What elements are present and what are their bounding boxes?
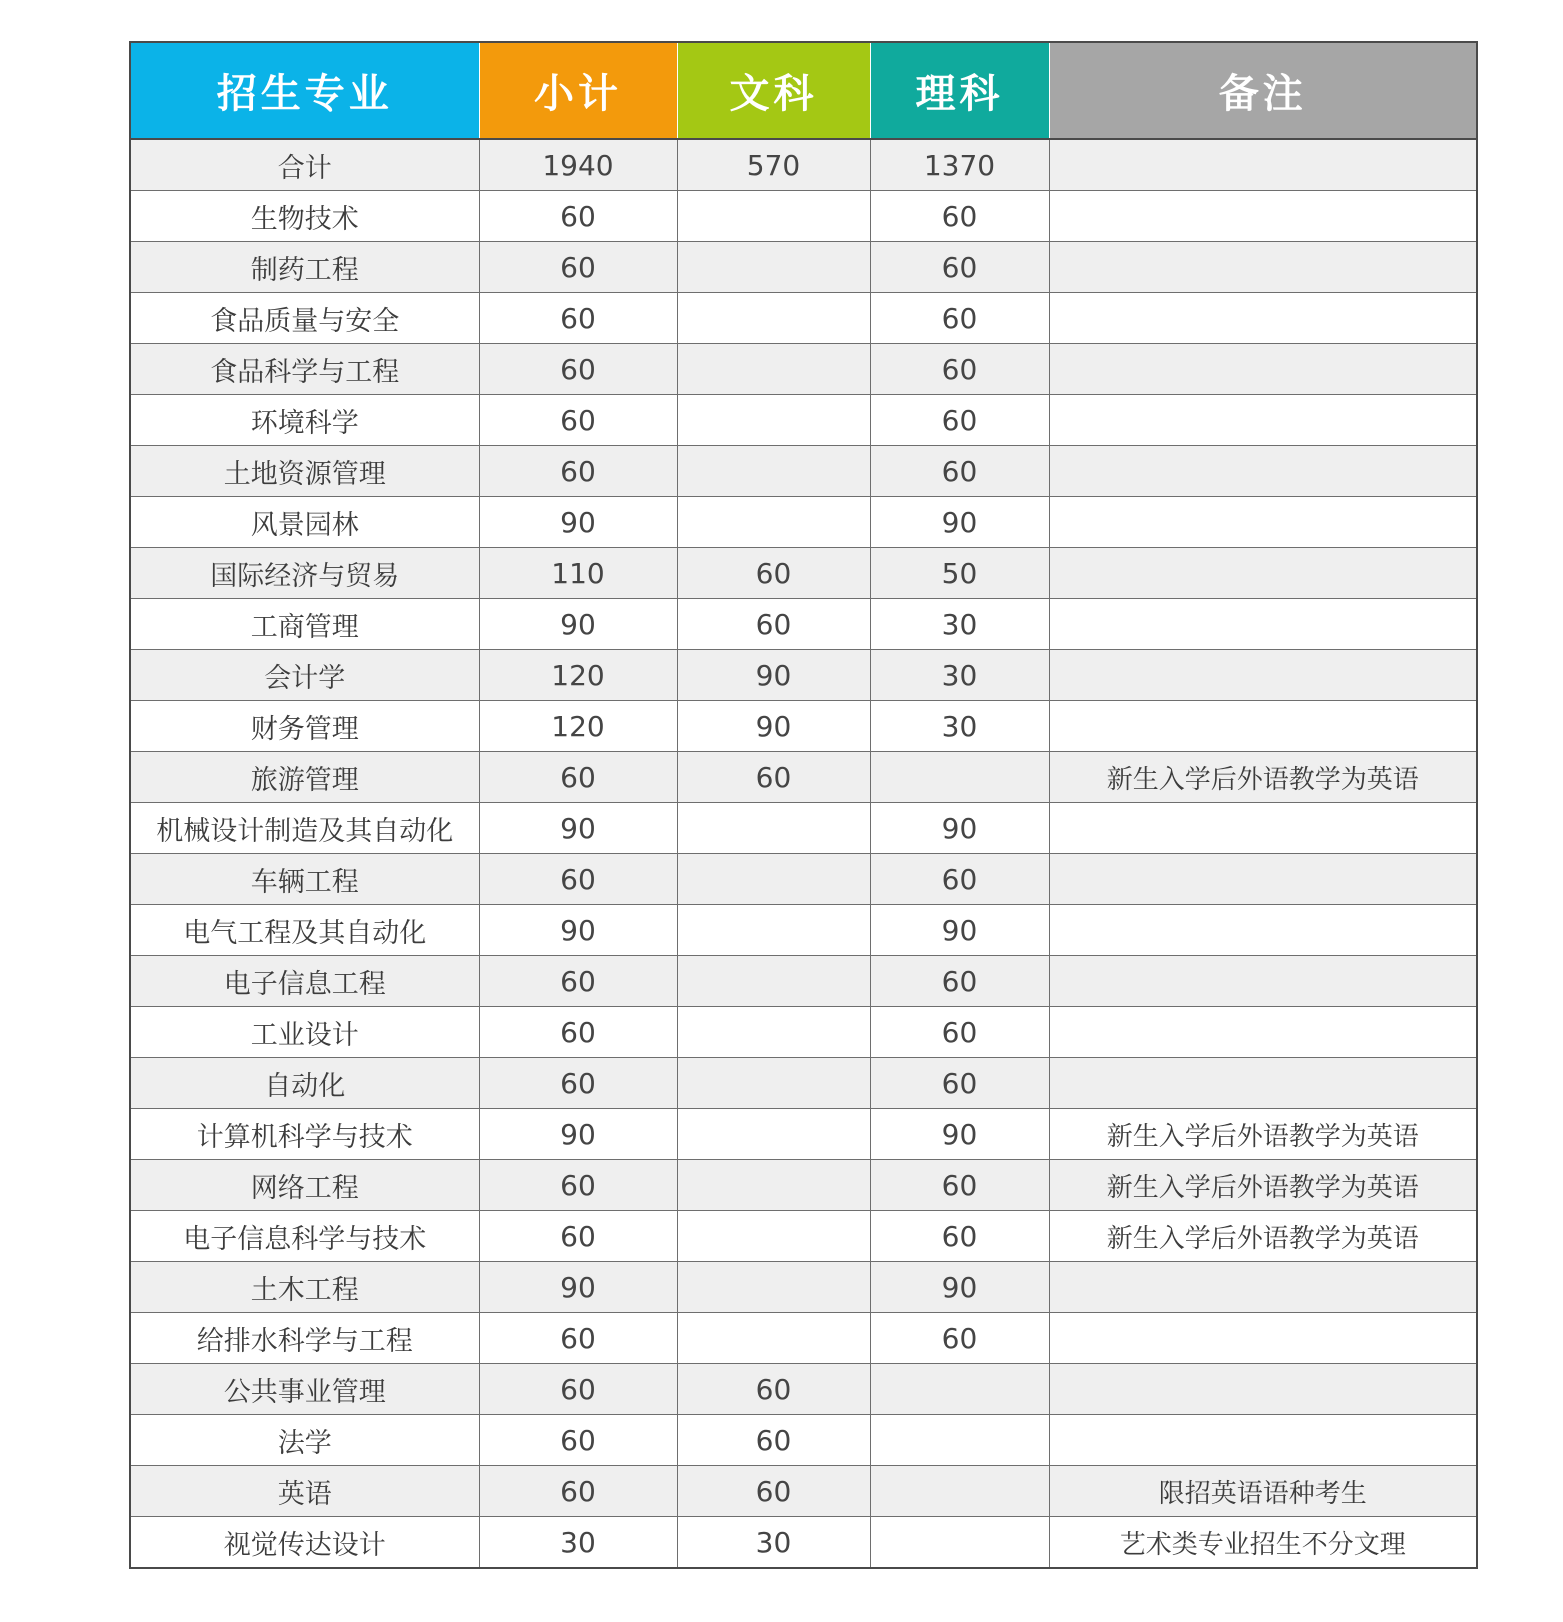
cell-subtotal: 60 — [479, 293, 677, 344]
cell-arts — [677, 854, 870, 905]
table-row — [130, 395, 1477, 446]
cell-science: 90 — [870, 905, 1049, 956]
cell-arts — [677, 905, 870, 956]
cell-arts — [677, 1262, 870, 1313]
cell-major: 计算机科学与技术 — [130, 1109, 479, 1160]
cell-major: 车辆工程 — [130, 854, 479, 905]
cell-arts — [677, 293, 870, 344]
cell-subtotal: 60 — [479, 752, 677, 803]
cell-major: 视觉传达设计 — [130, 1517, 479, 1569]
cell-major: 电气工程及其自动化 — [130, 905, 479, 956]
cell-major: 土地资源管理 — [130, 446, 479, 497]
cell-major: 工商管理 — [130, 599, 479, 650]
cell-notes — [1049, 344, 1477, 395]
table-row — [130, 803, 1477, 854]
cell-notes — [1049, 1058, 1477, 1109]
cell-arts — [677, 242, 870, 293]
cell-notes — [1049, 1262, 1477, 1313]
cell-major: 食品质量与安全 — [130, 293, 479, 344]
table-row — [130, 497, 1477, 548]
cell-subtotal: 60 — [479, 446, 677, 497]
cell-major: 网络工程 — [130, 1160, 479, 1211]
table-row — [130, 1364, 1477, 1415]
cell-subtotal: 90 — [479, 905, 677, 956]
cell-arts — [677, 1211, 870, 1262]
cell-major: 制药工程 — [130, 242, 479, 293]
cell-major: 食品科学与工程 — [130, 344, 479, 395]
cell-notes — [1049, 905, 1477, 956]
cell-science: 60 — [870, 191, 1049, 242]
table-row — [130, 1415, 1477, 1466]
cell-science: 60 — [870, 956, 1049, 1007]
cell-notes — [1049, 1415, 1477, 1466]
table-header-row — [130, 42, 1477, 139]
table-row — [130, 1517, 1477, 1569]
cell-science: 60 — [870, 854, 1049, 905]
cell-subtotal: 90 — [479, 599, 677, 650]
cell-major: 自动化 — [130, 1058, 479, 1109]
table-row — [130, 1313, 1477, 1364]
cell-science — [870, 1364, 1049, 1415]
cell-science: 60 — [870, 395, 1049, 446]
cell-science: 90 — [870, 1262, 1049, 1313]
cell-science: 60 — [870, 344, 1049, 395]
cell-subtotal: 1940 — [479, 139, 677, 191]
table-row — [130, 650, 1477, 701]
cell-notes — [1049, 293, 1477, 344]
cell-notes — [1049, 548, 1477, 599]
cell-science: 60 — [870, 242, 1049, 293]
cell-arts: 60 — [677, 1466, 870, 1517]
cell-notes: 艺术类专业招生不分文理 — [1049, 1517, 1477, 1569]
cell-subtotal: 60 — [479, 1466, 677, 1517]
cell-science: 60 — [870, 1007, 1049, 1058]
cell-arts — [677, 1109, 870, 1160]
cell-arts: 60 — [677, 548, 870, 599]
cell-arts — [677, 803, 870, 854]
table-row — [130, 191, 1477, 242]
cell-major: 国际经济与贸易 — [130, 548, 479, 599]
cell-science: 90 — [870, 1109, 1049, 1160]
table-row — [130, 293, 1477, 344]
cell-subtotal: 60 — [479, 395, 677, 446]
cell-arts: 60 — [677, 1364, 870, 1415]
total-row — [130, 139, 1477, 191]
cell-notes — [1049, 599, 1477, 650]
cell-subtotal: 60 — [479, 242, 677, 293]
cell-notes — [1049, 242, 1477, 293]
cell-arts: 60 — [677, 1415, 870, 1466]
cell-science: 60 — [870, 1058, 1049, 1109]
cell-science: 30 — [870, 650, 1049, 701]
cell-subtotal: 90 — [479, 497, 677, 548]
table-row — [130, 956, 1477, 1007]
cell-subtotal: 60 — [479, 854, 677, 905]
cell-science: 60 — [870, 1211, 1049, 1262]
table-row — [130, 854, 1477, 905]
cell-science: 1370 — [870, 139, 1049, 191]
cell-arts: 90 — [677, 701, 870, 752]
table-row — [130, 1466, 1477, 1517]
cell-subtotal: 60 — [479, 1364, 677, 1415]
cell-subtotal: 90 — [479, 1262, 677, 1313]
cell-arts: 30 — [677, 1517, 870, 1569]
cell-subtotal: 60 — [479, 1007, 677, 1058]
cell-notes — [1049, 497, 1477, 548]
cell-major: 公共事业管理 — [130, 1364, 479, 1415]
table-row — [130, 1007, 1477, 1058]
cell-major: 电子信息科学与技术 — [130, 1211, 479, 1262]
cell-major: 旅游管理 — [130, 752, 479, 803]
cell-arts — [677, 1058, 870, 1109]
table-row — [130, 242, 1477, 293]
header-notes: 备注 — [1049, 42, 1477, 139]
cell-science — [870, 752, 1049, 803]
cell-subtotal: 60 — [479, 191, 677, 242]
cell-notes — [1049, 191, 1477, 242]
cell-notes — [1049, 446, 1477, 497]
cell-major: 给排水科学与工程 — [130, 1313, 479, 1364]
table-row — [130, 1058, 1477, 1109]
cell-science: 60 — [870, 1160, 1049, 1211]
table-row — [130, 752, 1477, 803]
cell-subtotal: 60 — [479, 1415, 677, 1466]
cell-major: 风景园林 — [130, 497, 479, 548]
cell-major: 财务管理 — [130, 701, 479, 752]
cell-arts — [677, 956, 870, 1007]
cell-notes — [1049, 1007, 1477, 1058]
table-row — [130, 905, 1477, 956]
table-row — [130, 1160, 1477, 1211]
cell-arts — [677, 1007, 870, 1058]
cell-science: 30 — [870, 701, 1049, 752]
cell-notes — [1049, 1364, 1477, 1415]
cell-subtotal: 60 — [479, 1211, 677, 1262]
cell-notes: 新生入学后外语教学为英语 — [1049, 1160, 1477, 1211]
cell-science: 90 — [870, 497, 1049, 548]
cell-subtotal: 60 — [479, 1313, 677, 1364]
cell-major: 机械设计制造及其自动化 — [130, 803, 479, 854]
cell-notes — [1049, 854, 1477, 905]
cell-science: 60 — [870, 446, 1049, 497]
cell-major: 法学 — [130, 1415, 479, 1466]
cell-major: 会计学 — [130, 650, 479, 701]
cell-notes: 新生入学后外语教学为英语 — [1049, 752, 1477, 803]
cell-science: 60 — [870, 293, 1049, 344]
cell-science — [870, 1466, 1049, 1517]
table-row — [130, 1262, 1477, 1313]
cell-notes — [1049, 956, 1477, 1007]
cell-subtotal: 60 — [479, 344, 677, 395]
table-row — [130, 599, 1477, 650]
cell-arts — [677, 1160, 870, 1211]
cell-major: 电子信息工程 — [130, 956, 479, 1007]
cell-notes — [1049, 139, 1477, 191]
cell-arts — [677, 1313, 870, 1364]
cell-major: 土木工程 — [130, 1262, 479, 1313]
cell-subtotal: 60 — [479, 1160, 677, 1211]
cell-major: 英语 — [130, 1466, 479, 1517]
cell-arts — [677, 497, 870, 548]
cell-arts — [677, 395, 870, 446]
cell-science: 90 — [870, 803, 1049, 854]
cell-science — [870, 1415, 1049, 1466]
table-row — [130, 701, 1477, 752]
cell-notes: 限招英语语种考生 — [1049, 1466, 1477, 1517]
cell-notes — [1049, 803, 1477, 854]
enrollment-table — [129, 41, 1478, 1569]
cell-arts — [677, 446, 870, 497]
cell-subtotal: 30 — [479, 1517, 677, 1569]
header-science: 理科 — [870, 42, 1049, 139]
cell-major: 生物技术 — [130, 191, 479, 242]
header-arts: 文科 — [677, 42, 870, 139]
cell-arts: 570 — [677, 139, 870, 191]
cell-subtotal: 60 — [479, 956, 677, 1007]
cell-subtotal: 90 — [479, 1109, 677, 1160]
cell-arts: 90 — [677, 650, 870, 701]
table-body — [130, 139, 1477, 1568]
cell-arts: 60 — [677, 752, 870, 803]
cell-arts — [677, 344, 870, 395]
cell-subtotal: 110 — [479, 548, 677, 599]
cell-science: 30 — [870, 599, 1049, 650]
cell-notes — [1049, 701, 1477, 752]
table-row — [130, 1211, 1477, 1262]
cell-science: 60 — [870, 1313, 1049, 1364]
cell-subtotal: 120 — [479, 701, 677, 752]
cell-science: 50 — [870, 548, 1049, 599]
cell-notes — [1049, 1313, 1477, 1364]
header-major: 招生专业 — [130, 42, 479, 139]
cell-arts — [677, 191, 870, 242]
cell-notes — [1049, 395, 1477, 446]
header-subtotal: 小计 — [479, 42, 677, 139]
table-row — [130, 1109, 1477, 1160]
cell-notes: 新生入学后外语教学为英语 — [1049, 1109, 1477, 1160]
cell-major: 工业设计 — [130, 1007, 479, 1058]
cell-notes: 新生入学后外语教学为英语 — [1049, 1211, 1477, 1262]
cell-science — [870, 1517, 1049, 1569]
cell-arts: 60 — [677, 599, 870, 650]
cell-subtotal: 60 — [479, 1058, 677, 1109]
table-row — [130, 344, 1477, 395]
table-row — [130, 446, 1477, 497]
table-row — [130, 548, 1477, 599]
cell-notes — [1049, 650, 1477, 701]
cell-subtotal: 120 — [479, 650, 677, 701]
cell-major: 合计 — [130, 139, 479, 191]
cell-subtotal: 90 — [479, 803, 677, 854]
cell-major: 环境科学 — [130, 395, 479, 446]
